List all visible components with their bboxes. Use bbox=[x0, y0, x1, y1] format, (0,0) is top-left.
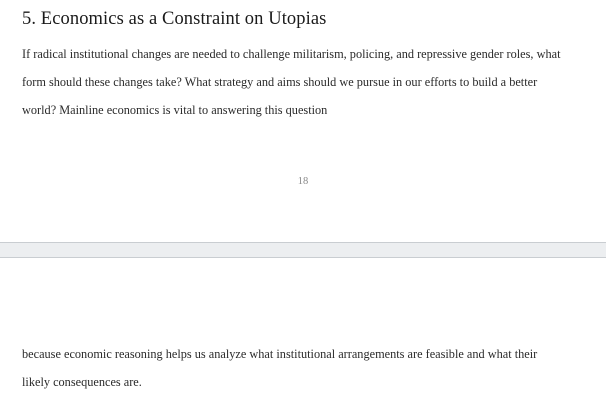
page-19 bbox=[0, 258, 606, 402]
body-paragraph: If radical institutional changes are needed to challenge militarism, policing, and repressive gender roles, what form should these changes take? What strategy and aims should we pursue in our efforts to build a better world? Mainline economics is vital to answering this question bbox=[22, 47, 561, 117]
page-title: 5. Economics as a Constraint on Utopias bbox=[22, 9, 327, 29]
body-paragraph-continued: because economic reasoning helps us analyze what institutional arrangements are feasible and what their likely consequences are. bbox=[22, 347, 538, 389]
page-separator bbox=[0, 242, 606, 258]
page-number: 18 bbox=[297, 176, 309, 187]
